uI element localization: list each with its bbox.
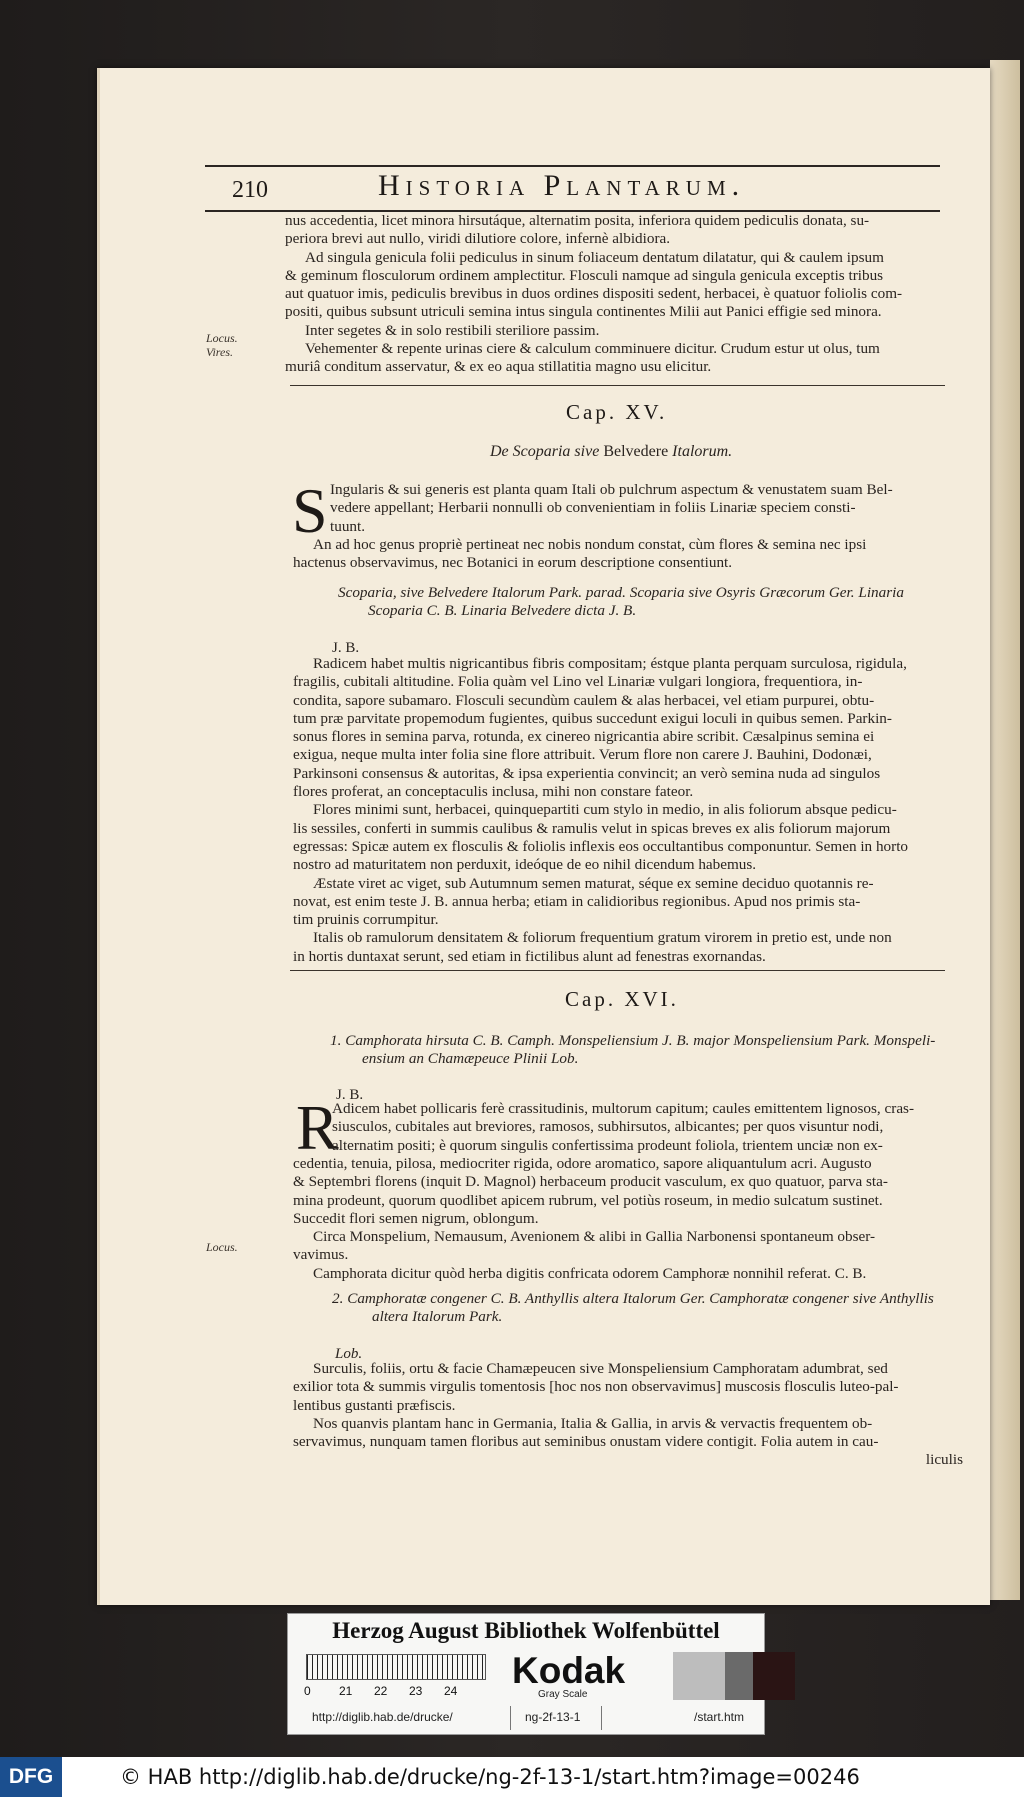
ruler-number: 0 (304, 1684, 311, 1698)
text-line: vavimus. (293, 1246, 349, 1264)
text-line: mina prodeunt, quorum quodlibet apicem rubrum, vel potiùs roseum, in medio sulcatum sustinet. (293, 1191, 883, 1209)
text-line: alternatim positi; è quorum singulis confertissima prodeunt foliola, trientem unciæ non ex- (332, 1136, 883, 1154)
text-line: aut quatuor imis, pediculis brevibus in duos ordines dispositi sedent, herbacei, è quatuor foliolis com- (285, 285, 903, 303)
dfg-logo[interactable]: DFG (0, 1757, 62, 1797)
text-line: Scoparia, sive Belvedere Italorum Park. parad. Scoparia sive Osyris Græcorum Ger. Linaria (338, 584, 904, 601)
ruler-number: 21 (339, 1684, 353, 1698)
text-line: Radicem habet multis nigricantibus fibris compositam; éstque planta perquam surculosa, rigidula, (313, 655, 907, 672)
text-line: 2. Camphoratæ congener C. B. Anthyllis altera Italorum Ger. Camphoratæ congener sive Anthyllis (332, 1290, 934, 1307)
author-tag-jb: J. B. (336, 1087, 364, 1103)
dropcap-s: S (292, 475, 328, 546)
text-line: Circa Monspelium, Nemausum, Avenionem & alibi in Gallia Narbonensi spontaneum obser- (313, 1228, 876, 1246)
gray-patch-dark (753, 1652, 795, 1700)
margin-note-vires: Vires. (206, 345, 233, 359)
library-label (287, 1613, 765, 1735)
text-line: exigua, neque multa inter folia sine flore attribuit. Verum flore non carere J. Bauhini, Dodonæi, (293, 746, 872, 764)
author-tag-lob: Lob. (335, 1346, 363, 1362)
ruler-number: 24 (444, 1684, 458, 1698)
cap15-synonyms (338, 584, 958, 621)
gray-patch-light (673, 1652, 725, 1700)
text-line: periora brevi aut nullo, viridi dilutiore colore, infernè albidiora. (285, 230, 671, 248)
cap15-body (293, 655, 955, 966)
kodak-logo: Kodak (512, 1650, 626, 1691)
text-line: muriâ conditum asservatur, & ex eo aqua stillatitia magno usu elicitur. (285, 358, 712, 376)
text-line: Succedit flori semen nigrum, oblongum. (293, 1209, 539, 1227)
section-rule (290, 970, 945, 971)
label-url-page: /start.htm (694, 1710, 745, 1724)
text-line: & Septembri florens (inquit D. Magnol) herbaceum producit vasculum, ex quo quatuor, parva sta- (293, 1173, 888, 1191)
text-line: positi, quibus subsunt utriculi semina intus singula continentes Milii aut Panici effigie sed minora. (285, 303, 882, 321)
text-line: siusculos, cubitales aut breviores, ramosos, subhirsutos, albicantes; per quos visuntur nodi, (332, 1118, 884, 1136)
text-line: vedere appellant; Herbarii nonnulli ob convenientiam in foliis Linariæ speciem consti- (330, 499, 856, 517)
cap16-body2 (293, 1360, 963, 1470)
ruler-number: 23 (409, 1684, 423, 1698)
text-line: & geminum flosculorum ordinem amplectitur. Flosculi namque ad singula genicula exceptis tribus (285, 266, 884, 284)
gray-scale-caption: Gray Scale (538, 1689, 588, 1700)
chapter-heading-xvi: Cap. XVI. (565, 987, 679, 1011)
text-line: novat, est enim teste J. B. annua herba; etiam in calidioribus regionibus. Apud nos primis sta- (293, 892, 861, 910)
text-line: servavimus, nunquam tamen floribus aut seminibus onustam videre contigit. Folia autem in cau- (293, 1433, 879, 1451)
subtitle-part: Belvedere (603, 443, 669, 460)
ruler-number: 22 (374, 1684, 388, 1698)
text-line: Vehementer & repente urinas ciere & calculum comminuere dicitur. Crudum estur ut olus, tum (305, 340, 880, 358)
cap15-intro-a (330, 481, 955, 536)
next-page-edge (990, 60, 1020, 1600)
top-text-block (285, 212, 955, 377)
chapter-subtitle (490, 443, 732, 461)
section-rule (290, 385, 945, 386)
subtitle-part: De Scoparia sive (490, 443, 600, 460)
label-separator (601, 1706, 602, 1730)
ruler-numbers (304, 1684, 494, 1698)
text-line: hactenus observavimus, nec Botanici in eorum descriptione consentiunt. (293, 554, 733, 572)
text-line: fragilis, cubitali altitudine. Folia quàm vel Lino vel Linariæ vulgari longiora, frequentiora, in- (293, 673, 863, 691)
margin-note-locus: Locus. (206, 1240, 238, 1254)
text-line: An ad hoc genus propriè pertineat nec nobis nondum constat, cùm flores & semina nec ipsi (313, 536, 867, 553)
text-line: Surculis, foliis, ortu & facie Chamæpeucen sive Monspeliensium Camphoratam adumbrat, sed (313, 1360, 888, 1377)
text-line: tuunt. (330, 517, 366, 535)
text-line: Adicem habet pollicaris ferè crassitudinis, multorum capitum; caules emittentem lignosos, cras- (332, 1100, 915, 1117)
text-line: Nos quanvis plantam hanc in Germania, Italia & Gallia, in arvis & vervactis frequentem ob- (313, 1414, 873, 1432)
text-line: Scoparia C. B. Linaria Belvedere dicta J. B. (368, 602, 637, 620)
text-line: lentibus gustanti præfiscis. (293, 1396, 456, 1414)
footer-bar (0, 1757, 1024, 1797)
cap16-body-b (293, 1155, 957, 1283)
cap16-item1 (330, 1032, 960, 1069)
library-name: Herzog August Bibliothek Wolfenbüttel (332, 1618, 720, 1643)
text-line: sonus flores in semina parva, rotunda, ex cinereo nigricantia abire scribit. Cæsalpinus semina ei (293, 728, 875, 746)
text-line: Camphorata dicitur quòd herba digitis confricata odorem Camphoræ nonnihil referat. C. B. (313, 1264, 867, 1282)
margin-note-locus: Locus. (206, 331, 238, 345)
header-rule-top (205, 165, 940, 167)
cap16-item2 (332, 1290, 962, 1327)
subtitle-part: Italorum. (672, 443, 733, 460)
text-line: Italis ob ramulorum densitatem & foliorum frequentium gratum virorem in pretio est, unde non (313, 929, 892, 947)
dropcap-r: R (296, 1092, 339, 1163)
text-line: in hortis duntaxat serunt, sed etiam in fictilibus alunt ad fenestras exornandas. (293, 947, 766, 965)
text-line: 1. Camphorata hirsuta C. B. Camph. Monspeliensium J. B. major Monspeliensium Park. Monspeli- (330, 1032, 936, 1049)
text-line: Parkinsoni consensus & autoritas, & ipsa experientia convincit; an verò semina nuda ad singulos (293, 764, 881, 782)
ruler-scale (306, 1654, 486, 1680)
text-line: nus accedentia, licet minora hirsutáque, alternatim posita, inferiora quidem pediculis donata, su- (285, 212, 870, 229)
text-line: Ingularis & sui generis est planta quam Itali ob pulchrum aspectum & venustatem suam Bel- (330, 481, 893, 498)
page-number: 210 (232, 177, 268, 203)
text-line: exilior tota & summis virgulis tomentosis [hoc nos non observavimus] muscosis flosculis luteo-pal- (293, 1378, 899, 1396)
text-line: egressas: Spicæ autem ex flosculis & foliolis inflexis eos occultantibus componuntur. Semen in horto (293, 837, 909, 855)
author-tag-jb: J. B. (332, 640, 360, 656)
label-url-id: ng-2f-13-1 (525, 1710, 581, 1724)
text-line: Ad singula genicula folii pediculus in sinum foliaceum dentatum dilatatur, qui & caulem ipsum (305, 248, 884, 266)
text-line: cedentia, tenuia, pilosa, mediocriter rigida, odore aromatico, sapore aliquantulum acri. Augusto (293, 1155, 872, 1172)
text-line: tum præ parvitate propemodum fugientes, quibus succedunt exigui loculi in quibus semen. Parkin- (293, 709, 892, 727)
text-line: ensium an Chamæpeuce Plinii Lob. (362, 1050, 579, 1068)
label-separator (510, 1706, 511, 1730)
running-title: Historia Plantarum. (378, 169, 746, 202)
text-line: condita, sapore subamaro. Flosculi secundùm caulem & alas herbacei, vel etiam purpurei, obtu- (293, 691, 875, 709)
copyright-url[interactable]: © HAB http://diglib.hab.de/drucke/ng-2f-13-1/start.htm?image=00246 (120, 1765, 860, 1789)
text-line: nostro ad maturitatem non perduxit, ideóque de eo nihil dicendum habemus. (293, 856, 757, 874)
text-line: altera Italorum Park. (372, 1308, 503, 1326)
text-line: Æstate viret ac viget, sub Autumnum semen maturat, séque ex semine deciduo quotannis re- (313, 874, 874, 892)
text-line: lis sessiles, conferti in summis caulibus & ramulis velut in spicas breves ex alis foliorum majorum (293, 819, 891, 837)
text-line: liculis (925, 1451, 963, 1469)
text-line: Flores minimi sunt, herbacei, quinquepartiti cum stylo in medio, in alis foliorum absque pedicu- (313, 801, 897, 819)
text-line: tim pruinis corrumpitur. (293, 911, 439, 929)
chapter-heading-xv: Cap. XV. (566, 400, 668, 424)
gray-patch-mid (725, 1652, 753, 1700)
text-line: flores proferat, an conceptaculis inclusa, mihi non constare fateor. (293, 783, 694, 801)
cap16-body-a (332, 1100, 957, 1155)
text-line: Inter segetes & in solo restibili steriliore passim. (305, 321, 600, 339)
label-url-base: http://diglib.hab.de/drucke/ (312, 1710, 453, 1724)
cap15-intro-b (293, 536, 955, 573)
